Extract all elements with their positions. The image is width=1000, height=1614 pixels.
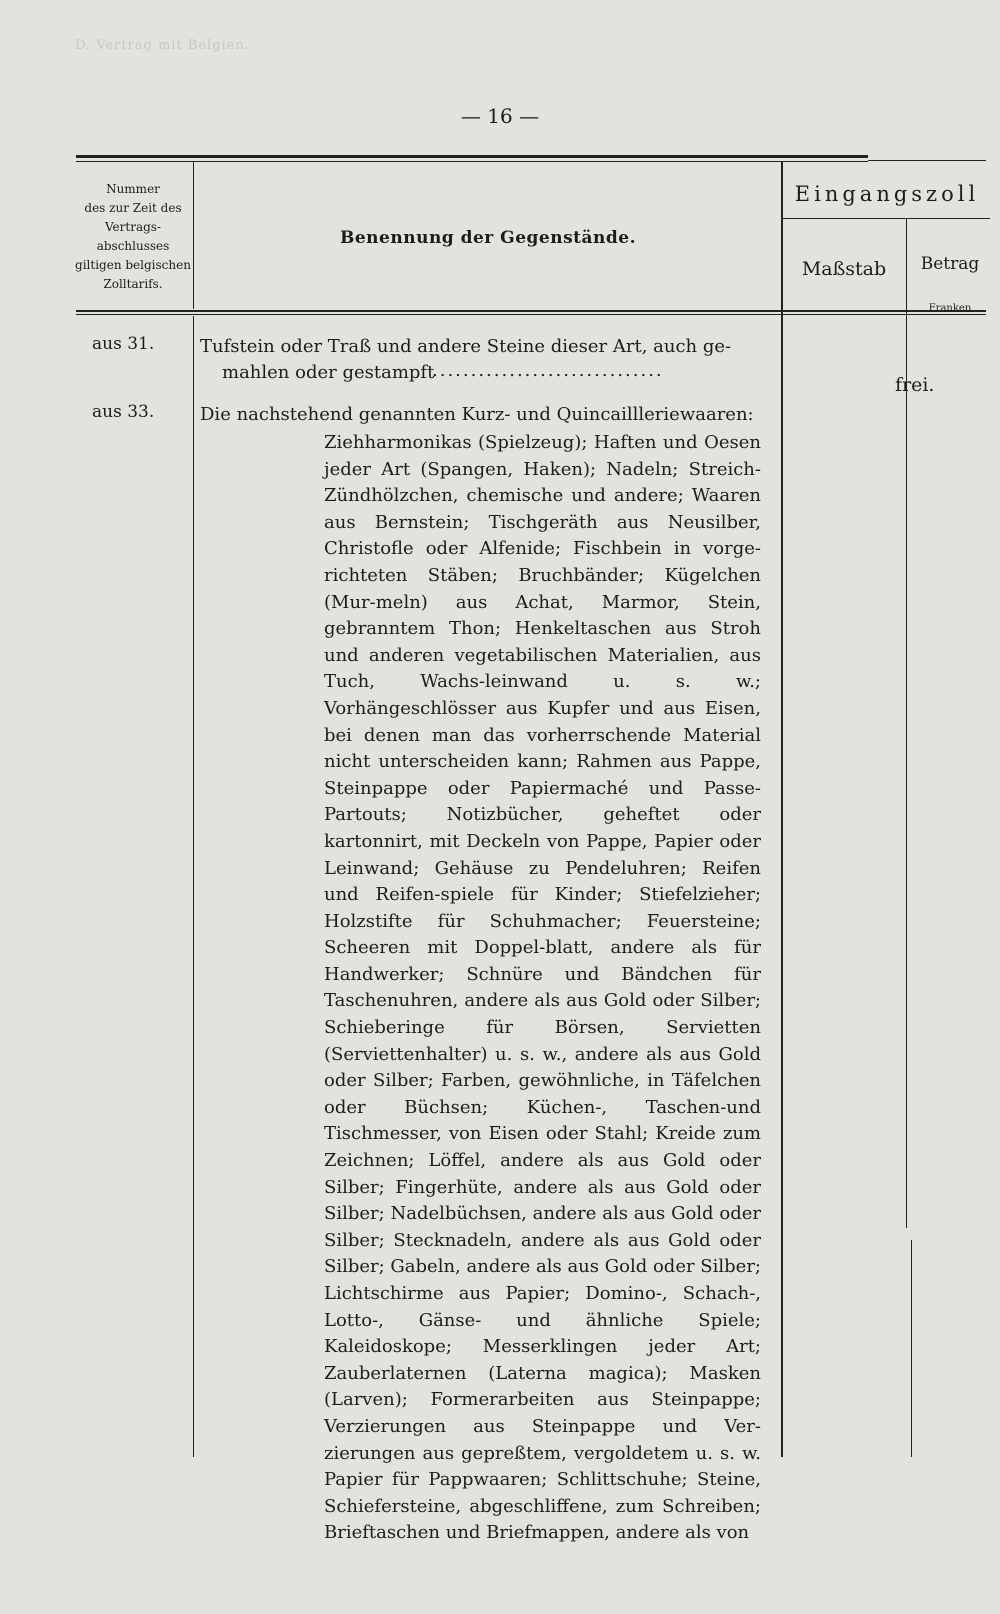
header-number-line: Vertrags-: [104, 220, 161, 234]
header-number-column: [74, 180, 192, 294]
table-header-bottom-rule-2: [76, 314, 986, 315]
header-name-column: Benennung der Gegenstände.: [340, 228, 636, 248]
column-divider-3: [906, 218, 907, 1228]
entry-item-list: Ziehharmonikas (Spielzeug); Haften und Oesen jeder Art (Spangen, Haken); Nadeln; Streich-Zündhölzchen, chemische und andere; Waaren aus Bernstein; Tischgeräth aus Neusilber, Christofle oder Alfenide; Fischbein in vorge-richteten Stäben; Bruchbänder; Kügelchen (Mur-meln) aus Achat, Marmor, Stein, gebranntem Thon; Henkeltaschen aus Stroh und anderen vegetabilischen Materialien, aus Tuch, Wachs-leinwand u. s. w.; Vorhängeschlösser aus Kupfer und aus Eisen, bei denen man das vorherrschende Material nicht unterscheiden kann; Rahmen aus Pappe, Steinpappe oder Papiermaché und Passe-Partouts; Notizbücher, geheftet oder kartonnirt, mit Deckeln von Pappe, Papier oder Leinwand; Gehäuse zu Pendeluhren; Reifen und Reifen-spiele für Kinder; Stiefelzieher; Holzstifte für Schuhmacher; Feuersteine; Scheeren mit Doppel-blatt, andere als für Handwerker; Schnüre und Bändchen für Taschenuhren, andere als aus Gold oder Silber; Schieberinge für Börsen, Servietten (Serviettenhalter) u. s. w., andere als aus Gold oder Silber; Farben, gewöhnliche, in Täfelchen oder Büchsen; Küchen-, Taschen-und Tischmesser, von Eisen oder Stahl; Kreide zum Zeichnen; Löffel, andere als aus Gold oder Silber; Fingerhüte, andere als aus Gold oder Silber; Nadelbüchsen, andere als aus Gold oder Silber; Stecknadeln, andere als aus Gold oder Silber; Gabeln, andere als aus Gold oder Silber; Lichtschirme aus Papier; Domino-, Schach-, Lotto-, Gänse- und ähnliche Spiele; Kaleidoskope; Messerklingen jeder Art; Zauberlaternen (Laterna magica); Masken (Larven); Formerarbeiten aus Steinpappe; Verzierungen aus Steinpappe und Ver-zierungen aus gepreßtem, vergoldetem u. s. w. Papier für Pappwaaren; Schlittschuhe; Steine, Schiefersteine, abgeschliffene, zum Schreiben; Brieftaschen und Briefmappen, andere als von: [324, 432, 761, 1544]
leader-dots: ..............................: [432, 360, 664, 381]
bleed-through-text: D. Vertrag mit Belgien.: [75, 38, 250, 53]
column-divider-1-body: [193, 316, 194, 1457]
entry-text-line: Tufstein oder Traß und andere Steine dieser Art, auch ge-: [200, 336, 732, 357]
column-divider-1: [193, 161, 194, 309]
table-header-bottom-rule: [76, 310, 986, 312]
duty-subheader-rule: [782, 218, 990, 219]
entry-number: aus 33.: [92, 402, 155, 422]
header-number-line: Zolltarifs.: [103, 277, 163, 291]
table-top-rule-thin: [76, 161, 868, 162]
header-amount-column: Betrag: [920, 254, 980, 274]
entry-text-line: Die nachstehend genannten Kurz- und Quincaillleriewaaren:: [200, 404, 754, 425]
entry-text-line: mahlen oder gestampft: [222, 362, 435, 383]
header-unit-column: Maßstab: [801, 258, 887, 280]
table-top-rule: [76, 155, 868, 158]
header-currency-label: Franken: [928, 303, 972, 314]
header-number-line: abschlusses: [96, 239, 170, 253]
header-duty-column: Eingangszoll: [794, 182, 980, 206]
entry-number: aus 31.: [92, 334, 155, 354]
column-divider-2: [781, 162, 783, 1457]
table-top-rule-right: [868, 160, 986, 161]
header-number-line: des zur Zeit des: [84, 201, 182, 215]
header-number-line: giltigen belgischen: [75, 258, 191, 272]
column-divider-3-lower: [911, 1240, 912, 1457]
rate-value: frei.: [895, 374, 935, 396]
header-number-line: Nummer: [106, 182, 160, 196]
page-number: — 16 —: [460, 104, 540, 128]
